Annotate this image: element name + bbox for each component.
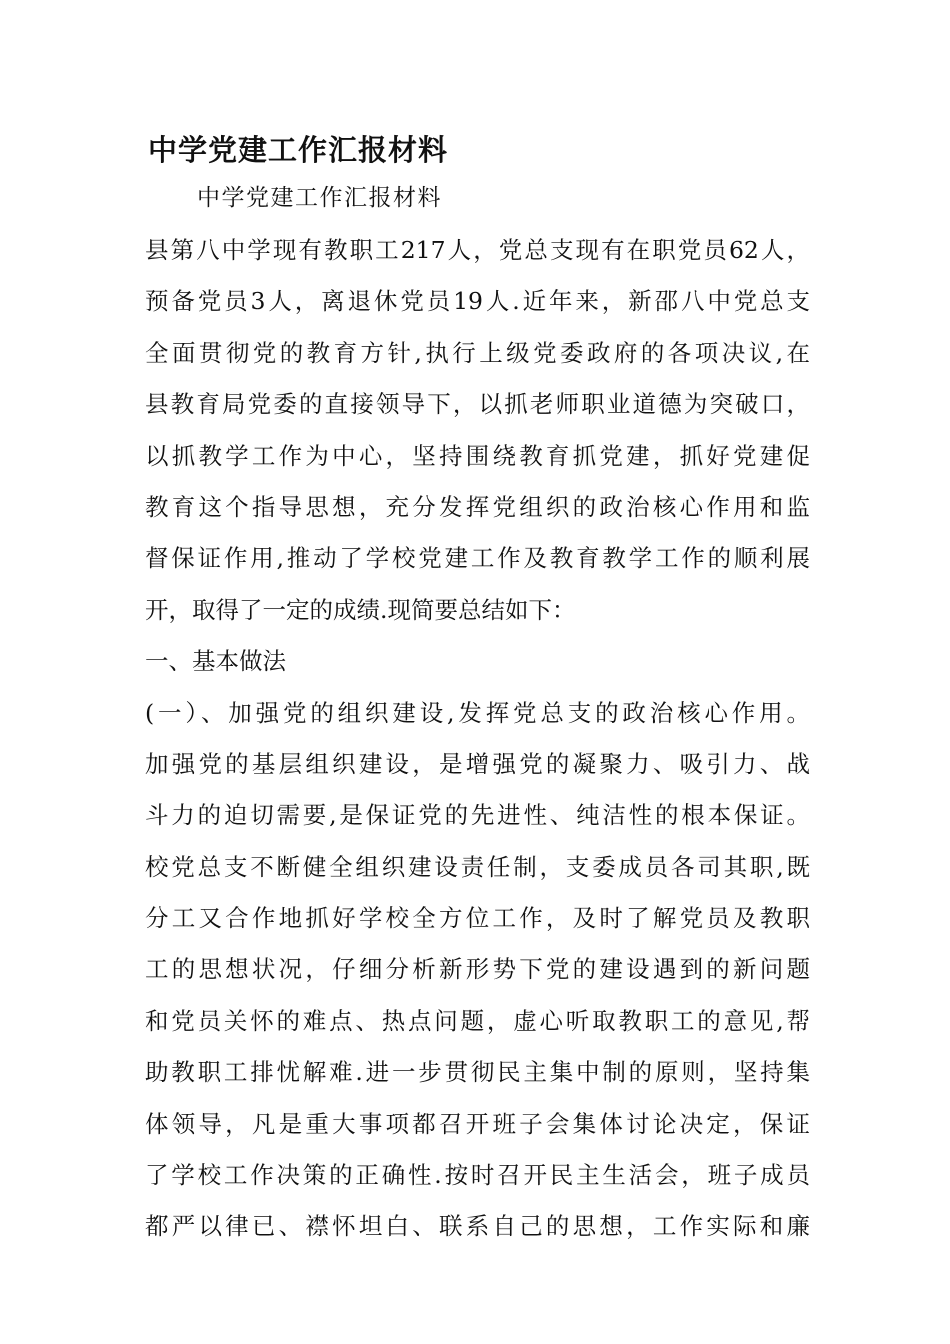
body-line: 工的思想状况，仔细分析新形势下党的建设遇到的新问题 [145,955,810,984]
body-line: 教育这个指导思想，充分发挥党组织的政治核心作用和监 [145,492,810,521]
body-line: 斗力的迫切需要,是保证党的先进性、纯洁性的根本保证。 [145,801,810,830]
body-line: 以抓教学工作为中心，坚持围绕教育抓党建，抓好党建促 [145,441,810,470]
body-line: 加强党的基层组织建设，是增强党的凝聚力、吸引力、战 [145,749,810,778]
body-line: 全面贯彻党的教育方针,执行上级党委政府的各项决议,在 [145,338,810,367]
subsection-heading: (一）、加强党的组织建设,发挥党总支的政治核心作用。 [145,698,810,727]
body-line: 预备党员3人，离退休党员19人.近年来，新邵八中党总支 [145,287,810,316]
body-line: 了学校工作决策的正确性.按时召开民主生活会，班子成员 [145,1161,810,1190]
body-line: 县第八中学现有教职工217人，党总支现有在职党员62人， [145,236,810,264]
body-line: 体领导，凡是重大事项都召开班子会集体讨论决定，保证 [145,1109,810,1138]
document-subtitle: 中学党建工作汇报材料 [197,185,442,211]
body-line: 督保证作用,推动了学校党建工作及教育教学工作的顺利展 [145,544,810,573]
document-body [145,232,810,1260]
body-line: 县教育局党委的直接领导下，以抓老师职业道德为突破口， [145,390,810,419]
body-line: 开，取得了一定的成绩.现简要总结如下： [145,595,576,624]
body-line: 助教职工排忧解难.进一步贯彻民主集中制的原则，坚持集 [145,1058,810,1087]
body-line: 和党员关怀的难点、热点问题，虚心听取教职工的意见,帮 [145,1006,810,1035]
body-line: 都严以律已、襟怀坦白、联系自己的思想，工作实际和廉 [145,1212,810,1241]
section-heading: 一、基本做法 [145,647,286,676]
document-title: 中学党建工作汇报材料 [148,133,449,167]
body-line: 校党总支不断健全组织建设责任制，支委成员各司其职,既 [145,852,810,881]
body-line: 分工又合作地抓好学校全方位工作，及时了解党员及教职 [145,904,810,933]
